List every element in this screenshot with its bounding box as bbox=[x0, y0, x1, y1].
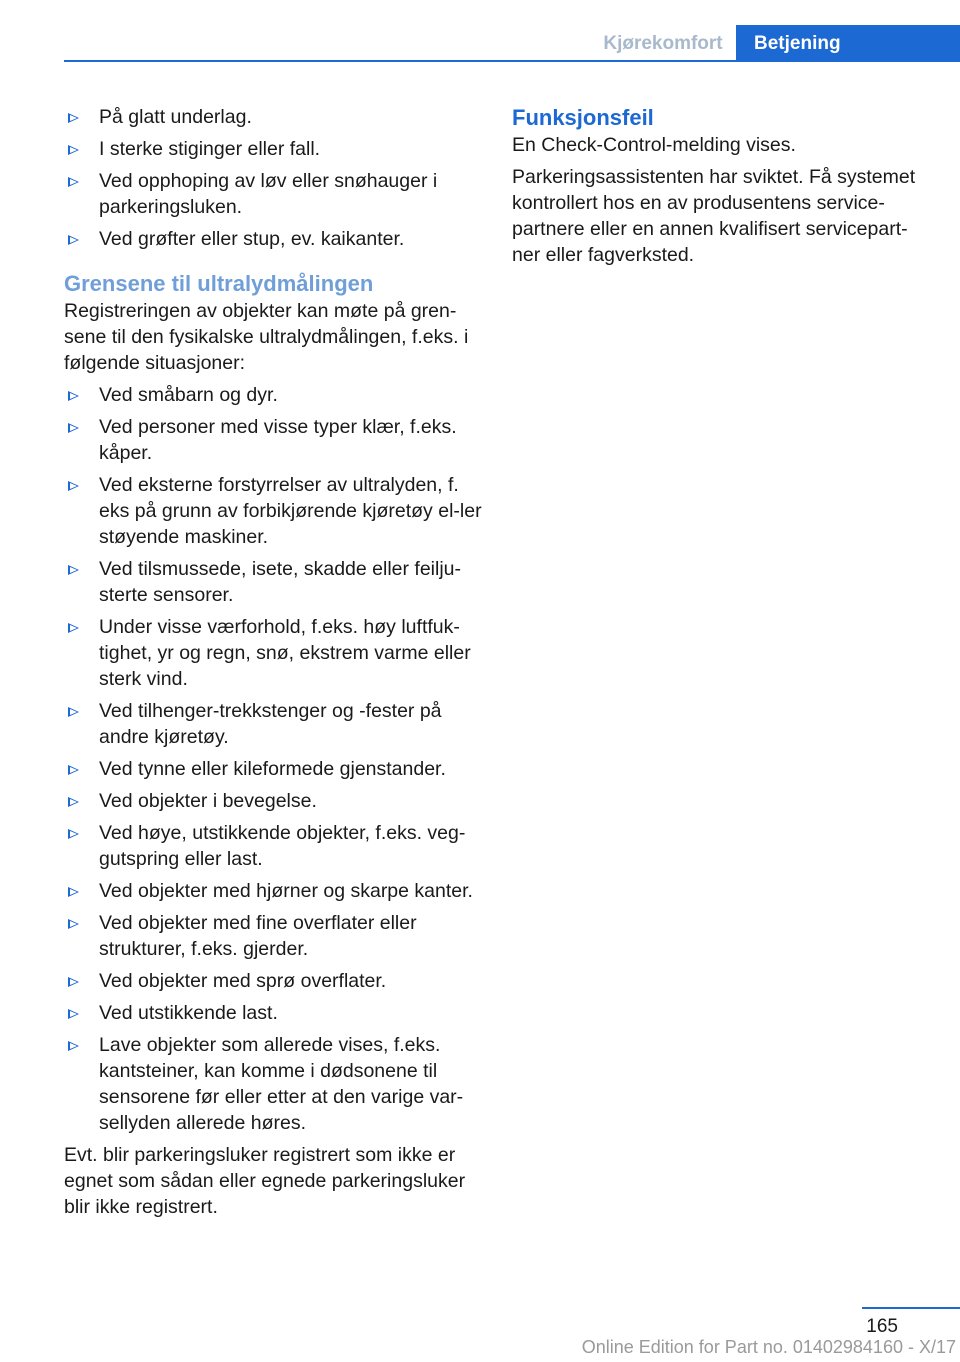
section-heading-malfunction: Funksjonsfeil bbox=[512, 105, 654, 130]
list-item: Ved småbarn og dyr. bbox=[64, 382, 484, 408]
triangle-bullet-icon bbox=[68, 977, 79, 987]
edition-footer: Online Edition for Part no. 01402984160 - X/17 bbox=[581, 1337, 956, 1357]
tab-betjening[interactable]: Betjening bbox=[736, 25, 960, 62]
triangle-bullet-icon bbox=[68, 887, 79, 897]
page-number: 165 bbox=[866, 1316, 898, 1337]
list-item: Ved utstikkende last. bbox=[64, 1000, 484, 1026]
triangle-bullet-icon bbox=[68, 145, 79, 155]
footer-rule bbox=[862, 1307, 960, 1309]
list-item: Ved opphoping av løv eller snøhauger i parkeringsluken. bbox=[64, 168, 484, 220]
left-column bbox=[64, 104, 484, 1226]
malfunction-advice: Parkeringsassistenten har sviktet. Få systemet kontrollert hos en av produsentens service-partnere eller en annen kvalifisert servicepart-ner eller fagverksted. bbox=[512, 166, 916, 266]
list-item: Ved objekter i bevegelse. bbox=[64, 788, 484, 814]
list-item: Ved objekter med sprø overflater. bbox=[64, 968, 484, 994]
header-rule bbox=[64, 60, 960, 62]
triangle-bullet-icon bbox=[68, 391, 79, 401]
right-column bbox=[512, 104, 932, 274]
triangle-bullet-icon bbox=[68, 1009, 79, 1019]
triangle-bullet-icon bbox=[68, 177, 79, 187]
malfunction-message: En Check-Control-melding vises. bbox=[512, 134, 796, 156]
limits-intro: Registreringen av objekter kan møte på gren-sene til den fysikalske ultralydmålingen, f.eks. i følgende situasjoner: bbox=[64, 300, 469, 374]
list-item: I sterke stiginger eller fall. bbox=[64, 136, 484, 162]
list-item: Ved tilhenger-trekkstenger og -fester på andre kjøretøy. bbox=[64, 698, 484, 750]
triangle-bullet-icon bbox=[68, 919, 79, 929]
triangle-bullet-icon bbox=[68, 1041, 79, 1051]
list-item: Ved høye, utstikkende objekter, f.eks. veg-gutspring eller last. bbox=[64, 820, 484, 872]
tab-kjorekomfort[interactable]: Kjørekomfort bbox=[603, 32, 723, 54]
triangle-bullet-icon bbox=[68, 235, 79, 245]
limits-list bbox=[64, 382, 484, 1136]
triangle-bullet-icon bbox=[68, 765, 79, 775]
situations-list bbox=[64, 104, 484, 252]
list-item: Ved personer med visse typer klær, f.eks. kåper. bbox=[64, 414, 484, 466]
list-item: Under visse værforhold, f.eks. høy luftfuk-tighet, yr og regn, snø, ekstrem varme eller sterk vind. bbox=[64, 614, 484, 692]
triangle-bullet-icon bbox=[68, 707, 79, 717]
list-item: På glatt underlag. bbox=[64, 104, 484, 130]
list-item: Ved grøfter eller stup, ev. kaikanter. bbox=[64, 226, 484, 252]
list-item: Ved eksterne forstyrrelser av ultralyden, f. eks på grunn av forbikjørende kjøretøy el-ler støyende maskiner. bbox=[64, 472, 484, 550]
triangle-bullet-icon bbox=[68, 423, 79, 433]
list-item: Lave objekter som allerede vises, f.eks. kantsteiner, kan komme i dødsonene til sensorene før eller etter at den varige var-sellyden allerede høres. bbox=[64, 1032, 484, 1136]
list-item: Ved tilsmussede, isete, skadde eller feilju-sterte sensorer. bbox=[64, 556, 484, 608]
limits-outro: Evt. blir parkeringsluker registrert som ikke er egnet som sådan eller egnede parkeringsluker blir ikke registrert. bbox=[64, 1144, 466, 1218]
triangle-bullet-icon bbox=[68, 829, 79, 839]
triangle-bullet-icon bbox=[68, 565, 79, 575]
list-item: Ved tynne eller kileformede gjenstander. bbox=[64, 756, 484, 782]
triangle-bullet-icon bbox=[68, 797, 79, 807]
list-item: Ved objekter med fine overflater eller strukturer, f.eks. gjerder. bbox=[64, 910, 484, 962]
triangle-bullet-icon bbox=[68, 113, 79, 123]
list-item: Ved objekter med hjørner og skarpe kanter. bbox=[64, 878, 484, 904]
triangle-bullet-icon bbox=[68, 623, 79, 633]
section-heading-limits: Grensene til ultralydmålingen bbox=[64, 271, 374, 296]
triangle-bullet-icon bbox=[68, 481, 79, 491]
